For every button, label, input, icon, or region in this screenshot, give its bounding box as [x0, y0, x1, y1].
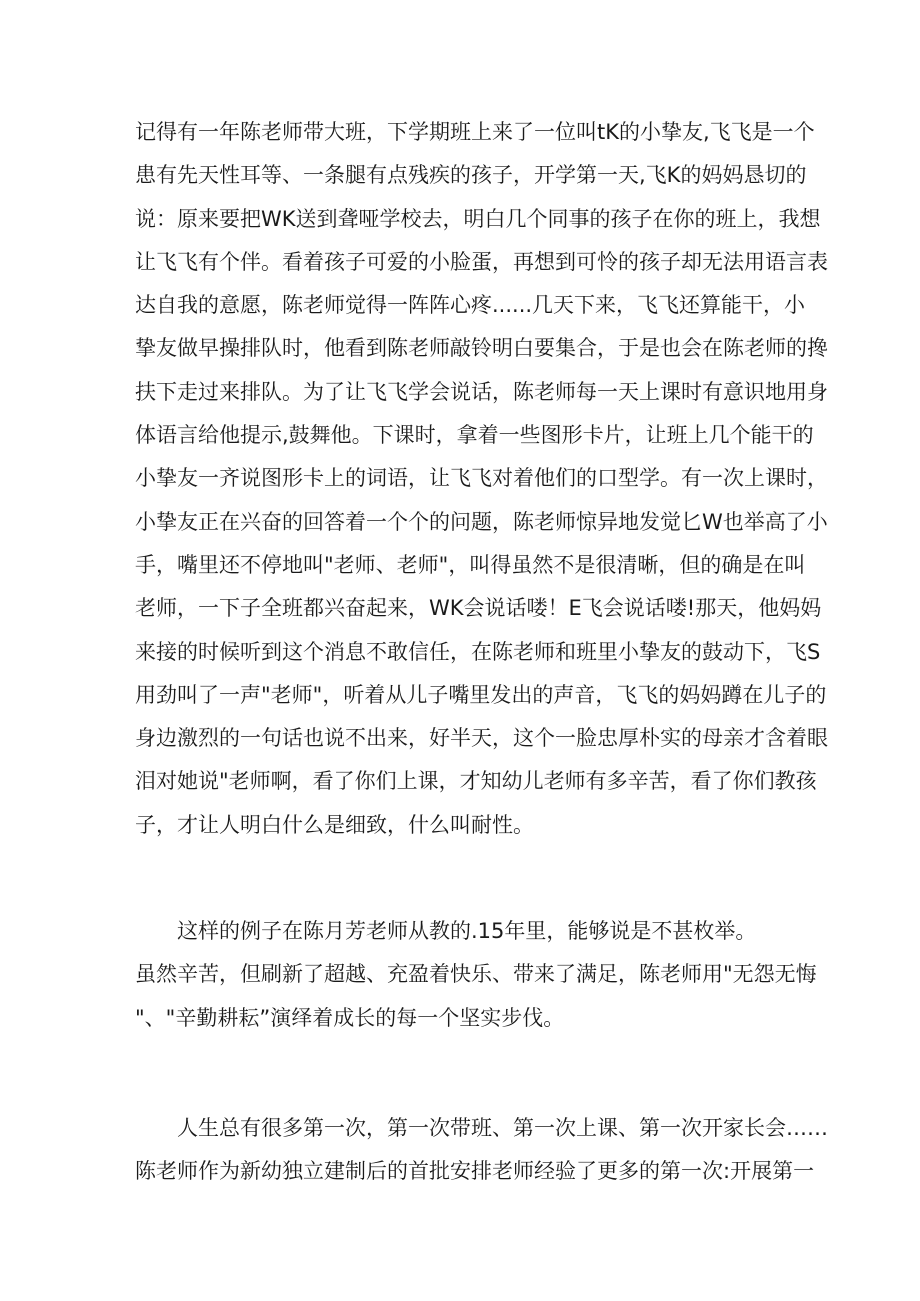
- paragraph-firsts: [135, 1107, 828, 1194]
- text-line: 小挚友正在兴奋的回答着一个个的问题，陈老师惊异地发觉匕W也举高了小: [135, 509, 828, 534]
- text-line: 子，才让人明白什么是细致，什么叫耐性。: [135, 812, 534, 837]
- text-line: "、"辛勤耕耘”演绎着成长的每一个坚实步伐。: [135, 1005, 565, 1030]
- text-line: 来接的时候听到这个消息不敢信任，在陈老师和班里小挚友的鼓动下，飞S: [135, 639, 821, 664]
- text-line: 身边激烈的一句话也说不出来，好半天，这个一脸忠厚朴实的母亲才含着眼: [135, 726, 828, 751]
- text-line: 人生总有很多第一次，第一次带班、第一次上课、第一次开家长会……: [177, 1116, 828, 1140]
- text-line: 老师，一下子全班都兴奋起来，WK会说话喽！E飞会说话喽!那天，他妈妈: [135, 596, 822, 621]
- text-line: 这样的例子在陈月芳老师从教的.15年里，能够说是不甚枚举。: [177, 919, 757, 943]
- text-line: 陈老师作为新幼独立建制后的首批安排老师经验了更多的第一次:开展第一: [135, 1159, 815, 1184]
- paragraph-summary: [135, 910, 817, 1040]
- text-line: 患有先天性耳等、一条腿有点残疾的孩子，开学第一天,飞K的妈妈恳切的: [135, 163, 807, 188]
- paragraph-story: [135, 111, 828, 847]
- text-line: 小挚友一齐说图形卡上的词语，让飞飞对着他们的口型学。有一次上课时，: [135, 466, 828, 491]
- text-line: 体语言给他提示,鼓舞他。下课时，拿着一些图形卡片，让班上几个能干的: [135, 423, 814, 448]
- text-line: 达自我的意愿，陈老师觉得一阵阵心疼......几天下来，飞飞还算能干，小: [135, 293, 806, 318]
- text-line: 让飞飞有个伴。看着孩子可爱的小脸蛋，再想到可怜的孩子却无法用语言表: [135, 249, 828, 274]
- text-line: 虽然辛苦，但刷新了超越、充盈着快乐、带来了满足，陈老师用"无怨无悔: [135, 962, 817, 987]
- text-line: 记得有一年陈老师带大班，下学期班上来了一位叫tK的小挚友,飞飞是一个: [135, 120, 815, 144]
- text-line: 说：原来要把WK送到聋哑学校去，明白几个同事的孩子在你的班上，我想: [135, 206, 821, 231]
- text-line: 用劲叫了一声"老师"，听着从儿子嘴里发出的声音，飞飞的妈妈蹲在儿子的: [135, 682, 827, 707]
- text-line: 挚友做早操排队时，他看到陈老师敲铃明白要集合，于是也会在陈老师的搀: [135, 336, 828, 361]
- text-line: 泪对她说"老师啊，看了你们上课，才知幼儿老师有多辛苦，看了你们教孩: [135, 769, 817, 794]
- text-line: 手，嘴里还不停地叫"老师、老师"，叫得虽然不是很清晰，但的确是在叫: [135, 552, 806, 577]
- text-line: 扶下走过来排队。为了让飞飞学会说话，陈老师每一天上课时有意识地用身: [135, 379, 828, 404]
